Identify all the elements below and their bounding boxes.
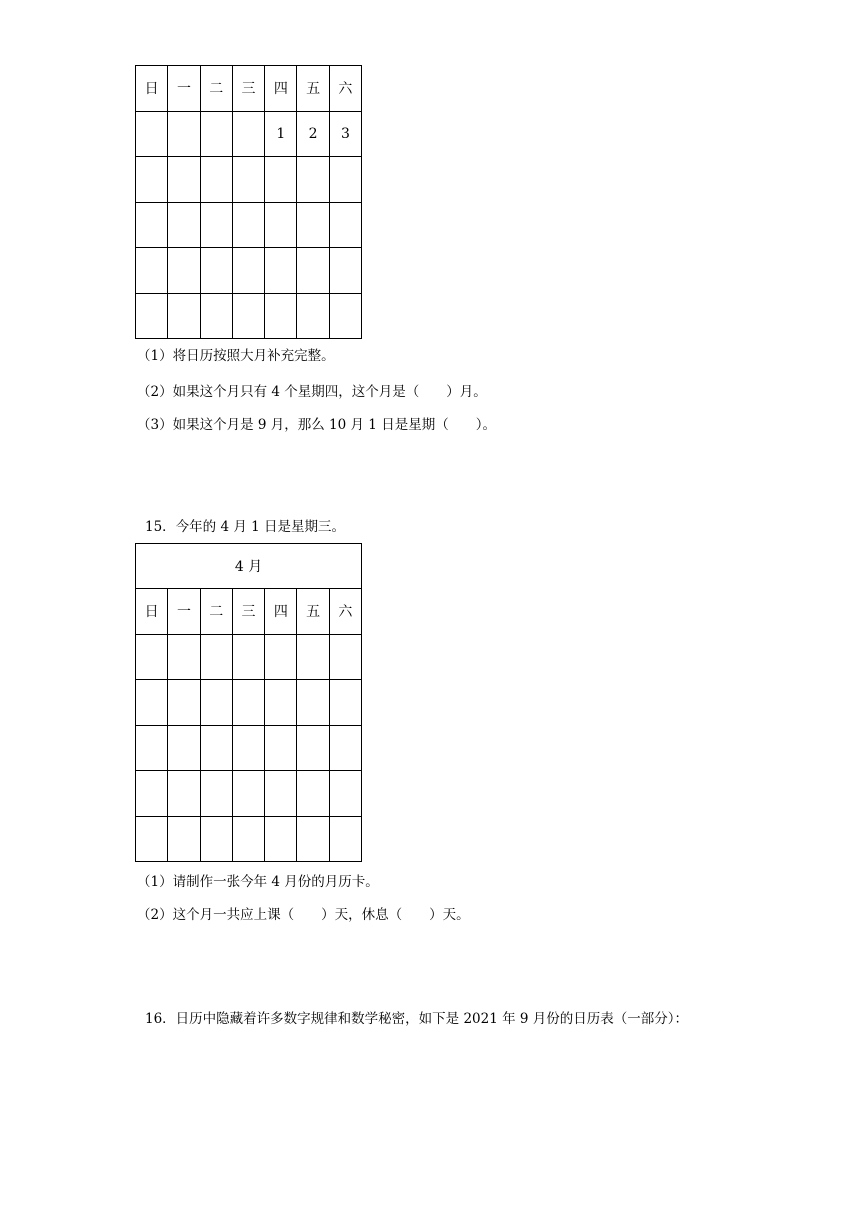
calendar-week-row [136, 634, 362, 680]
day-cell [200, 725, 232, 771]
day-cell [265, 202, 297, 248]
day-cell [136, 725, 168, 771]
day-cell [329, 725, 361, 771]
weekday-cell: 四 [265, 66, 297, 112]
day-cell [200, 771, 232, 817]
day-cell [168, 248, 200, 294]
day-cell [297, 816, 329, 862]
weekday-cell: 五 [297, 589, 329, 635]
day-cell [200, 680, 232, 726]
day-cell [265, 634, 297, 680]
day-cell [329, 816, 361, 862]
day-cell [329, 771, 361, 817]
q14-item-1: （1）将日历按照大月补充完整。 [137, 348, 335, 364]
weekday-cell: 日 [136, 66, 168, 112]
weekday-cell: 二 [200, 589, 232, 635]
weekday-cell: 五 [297, 66, 329, 112]
calendar-week-row [136, 202, 362, 248]
day-cell [136, 771, 168, 817]
weekday-cell: 二 [200, 66, 232, 112]
day-cell [136, 248, 168, 294]
day-cell [297, 248, 329, 294]
day-cell [232, 248, 264, 294]
calendar-week-row [136, 816, 362, 862]
day-cell [200, 293, 232, 339]
day-cell [297, 202, 329, 248]
calendar-week-row [136, 293, 362, 339]
day-cell [168, 634, 200, 680]
day-cell: 2 [297, 111, 329, 157]
day-cell [232, 157, 264, 203]
day-cell [200, 634, 232, 680]
day-cell [200, 202, 232, 248]
day-cell [168, 293, 200, 339]
day-cell [232, 293, 264, 339]
weekday-cell: 四 [265, 589, 297, 635]
day-cell [200, 816, 232, 862]
day-cell [168, 157, 200, 203]
day-cell [297, 157, 329, 203]
calendar-week-row [136, 157, 362, 203]
calendar-week-row [136, 725, 362, 771]
calendar-week-row [136, 248, 362, 294]
weekday-cell: 日 [136, 589, 168, 635]
day-cell [297, 634, 329, 680]
day-cell [265, 680, 297, 726]
day-cell [136, 202, 168, 248]
day-cell [168, 680, 200, 726]
day-cell: 3 [329, 111, 361, 157]
day-cell [168, 816, 200, 862]
day-cell [329, 293, 361, 339]
day-cell [136, 634, 168, 680]
day-cell [232, 725, 264, 771]
day-cell [168, 202, 200, 248]
day-cell [265, 248, 297, 294]
day-cell [232, 202, 264, 248]
weekday-cell: 一 [168, 589, 200, 635]
q14-item-3: （3）如果这个月是 9 月，那么 10 月 1 日是星期（ ）。 [137, 417, 496, 433]
day-cell [329, 202, 361, 248]
weekday-header-row [136, 66, 362, 112]
weekday-header-row [136, 589, 362, 635]
q15-item-1: （1）请制作一张今年 4 月份的月历卡。 [137, 874, 379, 890]
day-cell [200, 157, 232, 203]
day-cell [200, 111, 232, 157]
weekday-cell: 一 [168, 66, 200, 112]
day-cell [329, 634, 361, 680]
weekday-cell: 六 [329, 66, 361, 112]
day-cell [136, 293, 168, 339]
weekday-cell: 六 [329, 589, 361, 635]
calendar-month-title: 4 月 [136, 544, 362, 589]
day-cell [168, 725, 200, 771]
day-cell [136, 111, 168, 157]
day-cell [297, 680, 329, 726]
day-cell [329, 248, 361, 294]
day-cell [136, 816, 168, 862]
day-cell [297, 293, 329, 339]
day-cell [265, 816, 297, 862]
calendar-table-april [135, 543, 362, 862]
q15-item-2: （2）这个月一共应上课（ ）天，休息（ ）天。 [137, 907, 470, 923]
q16-prompt: 16．日历中隐藏着许多数字规律和数学秘密，如下是 2021 年 9 月份的日历表（一部分）： [145, 1011, 689, 1027]
day-cell [200, 248, 232, 294]
day-cell [329, 680, 361, 726]
calendar-title-row [136, 544, 362, 589]
day-cell [136, 157, 168, 203]
calendar-week-row [136, 680, 362, 726]
day-cell [297, 725, 329, 771]
day-cell [329, 157, 361, 203]
weekday-cell: 三 [232, 589, 264, 635]
day-cell [232, 816, 264, 862]
calendar-table-1 [135, 65, 362, 339]
day-cell [265, 771, 297, 817]
day-cell [232, 680, 264, 726]
day-cell [232, 111, 264, 157]
q15-prompt: 15．今年的 4 月 1 日是星期三。 [145, 519, 346, 535]
day-cell [232, 771, 264, 817]
day-cell [265, 293, 297, 339]
weekday-cell: 三 [232, 66, 264, 112]
day-cell [265, 725, 297, 771]
day-cell [232, 634, 264, 680]
day-cell [168, 771, 200, 817]
day-cell: 1 [265, 111, 297, 157]
day-cell [265, 157, 297, 203]
q14-item-2: （2）如果这个月只有 4 个星期四，这个月是（ ）月。 [137, 384, 487, 400]
calendar-week-row [136, 771, 362, 817]
day-cell [136, 680, 168, 726]
day-cell [297, 771, 329, 817]
calendar-week-row [136, 111, 362, 157]
day-cell [168, 111, 200, 157]
